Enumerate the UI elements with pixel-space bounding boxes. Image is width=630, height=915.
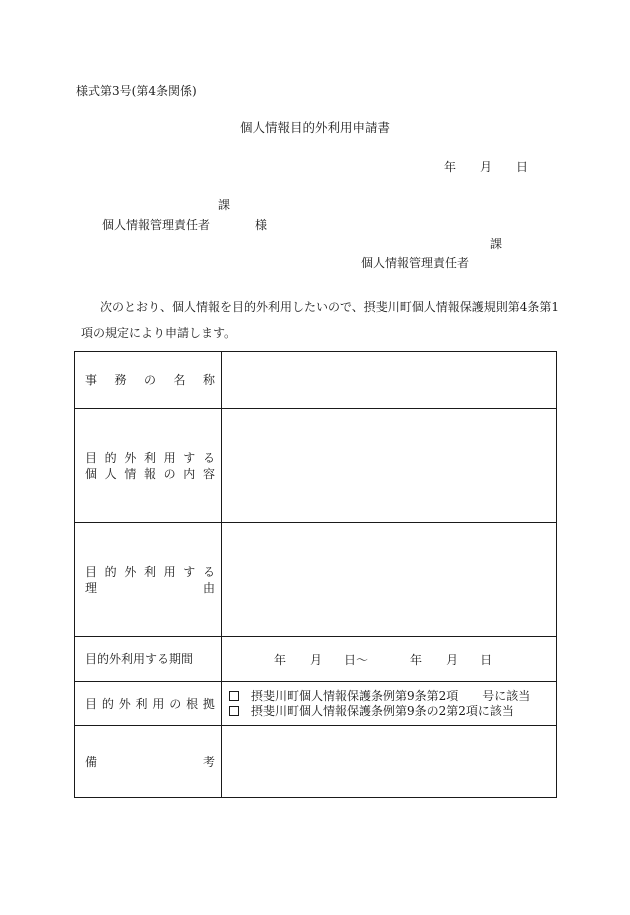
- basis-option-1-suffix: 号に該当: [482, 688, 531, 703]
- body-text-line-1: 次のとおり、個人情報を目的外利用したいので、摂斐川町個人情報保護規則第4条第1: [100, 300, 560, 314]
- basis-field: [222, 682, 557, 726]
- label-char: の: [169, 696, 182, 711]
- label-char: 利: [143, 564, 156, 579]
- label-char: 称: [202, 373, 215, 387]
- label-char: 外: [124, 450, 137, 465]
- period-from-month: 月: [310, 652, 323, 667]
- date-month-label: 月: [480, 160, 493, 174]
- remarks-field[interactable]: [222, 726, 557, 798]
- label-char: 用: [163, 564, 176, 579]
- period-to-day: 日: [480, 652, 493, 667]
- table-row: [75, 523, 557, 637]
- period-to-month: 月: [446, 652, 459, 667]
- label-char: 根: [186, 696, 199, 711]
- addressee-honorific: 様: [255, 218, 268, 232]
- basis-option-1[interactable]: [222, 689, 556, 704]
- label-char: 外: [118, 696, 131, 711]
- label-char: 目: [85, 564, 98, 579]
- label-char: 目: [85, 696, 98, 711]
- table-row: [75, 352, 557, 409]
- label-period: [75, 637, 222, 682]
- label-reason: [75, 523, 222, 637]
- label-char: 用: [152, 696, 165, 711]
- label-business-name: [75, 352, 222, 409]
- label-basis: [75, 682, 222, 726]
- label-char: 用: [163, 450, 176, 465]
- label-char: 拠: [202, 696, 215, 711]
- business-name-field[interactable]: [222, 352, 557, 409]
- label-char: 考: [202, 754, 215, 769]
- label-remarks: [75, 726, 222, 798]
- label-personal-info-content: [75, 409, 222, 523]
- label-char: 報: [143, 466, 156, 481]
- label-char: の: [143, 373, 156, 387]
- application-table: [74, 351, 557, 798]
- basis-option-2[interactable]: [222, 704, 556, 719]
- label-char: 事: [85, 373, 98, 387]
- label-char: 利: [143, 450, 156, 465]
- applicant-division-label: 課: [490, 237, 503, 251]
- label-char: 容: [202, 466, 215, 481]
- personal-info-content-field[interactable]: [222, 409, 557, 523]
- label-char: 目: [85, 450, 98, 465]
- form-number: 様式第3号(第4条関係): [76, 84, 197, 98]
- label-char: の: [163, 466, 176, 481]
- table-row: [75, 637, 557, 682]
- basis-option-1-text: 摂斐川町個人情報保護条例第9条第2項: [251, 688, 459, 703]
- date-day-label: 日: [516, 160, 529, 174]
- checkbox-basis-1[interactable]: [229, 691, 239, 701]
- table-row: [75, 409, 557, 523]
- period-label-text: 目的外利用する期間: [85, 652, 194, 666]
- label-char: 的: [104, 450, 117, 465]
- date-year-label: 年: [444, 160, 457, 174]
- reason-field[interactable]: [222, 523, 557, 637]
- label-char: 務: [114, 373, 127, 387]
- label-char: す: [183, 450, 196, 465]
- label-char: す: [183, 564, 196, 579]
- period-from-day: 日～: [344, 652, 369, 667]
- addressee-division-label: 課: [218, 198, 231, 212]
- period-from-year: 年: [274, 652, 287, 667]
- label-char: 備: [85, 754, 98, 769]
- label-char: 理: [85, 580, 98, 595]
- body-text-line-2: 項の規定により申請します。: [81, 326, 237, 340]
- label-char: 内: [183, 466, 196, 481]
- label-char: 的: [104, 564, 117, 579]
- label-char: 利: [135, 696, 148, 711]
- basis-option-2-text: 摂斐川町個人情報保護条例第9条の2第2項に該当: [251, 703, 514, 718]
- label-char: 名: [173, 373, 186, 387]
- label-char: 外: [124, 564, 137, 579]
- document-title: 個人情報目的外利用申請書: [239, 120, 390, 135]
- label-char: 個: [85, 466, 98, 481]
- table-row: [75, 682, 557, 726]
- period-field[interactable]: [222, 637, 557, 682]
- label-char: 的: [101, 696, 114, 711]
- label-char: る: [202, 564, 215, 579]
- checkbox-basis-2[interactable]: [229, 706, 239, 716]
- addressee-role: 個人情報管理責任者: [102, 218, 211, 232]
- period-to-year: 年: [410, 652, 423, 667]
- label-char: 情: [124, 466, 137, 481]
- table-row: [75, 726, 557, 798]
- label-char: 由: [202, 580, 215, 595]
- label-char: 人: [104, 466, 117, 481]
- applicant-role: 個人情報管理責任者: [361, 256, 470, 270]
- label-char: る: [202, 450, 215, 465]
